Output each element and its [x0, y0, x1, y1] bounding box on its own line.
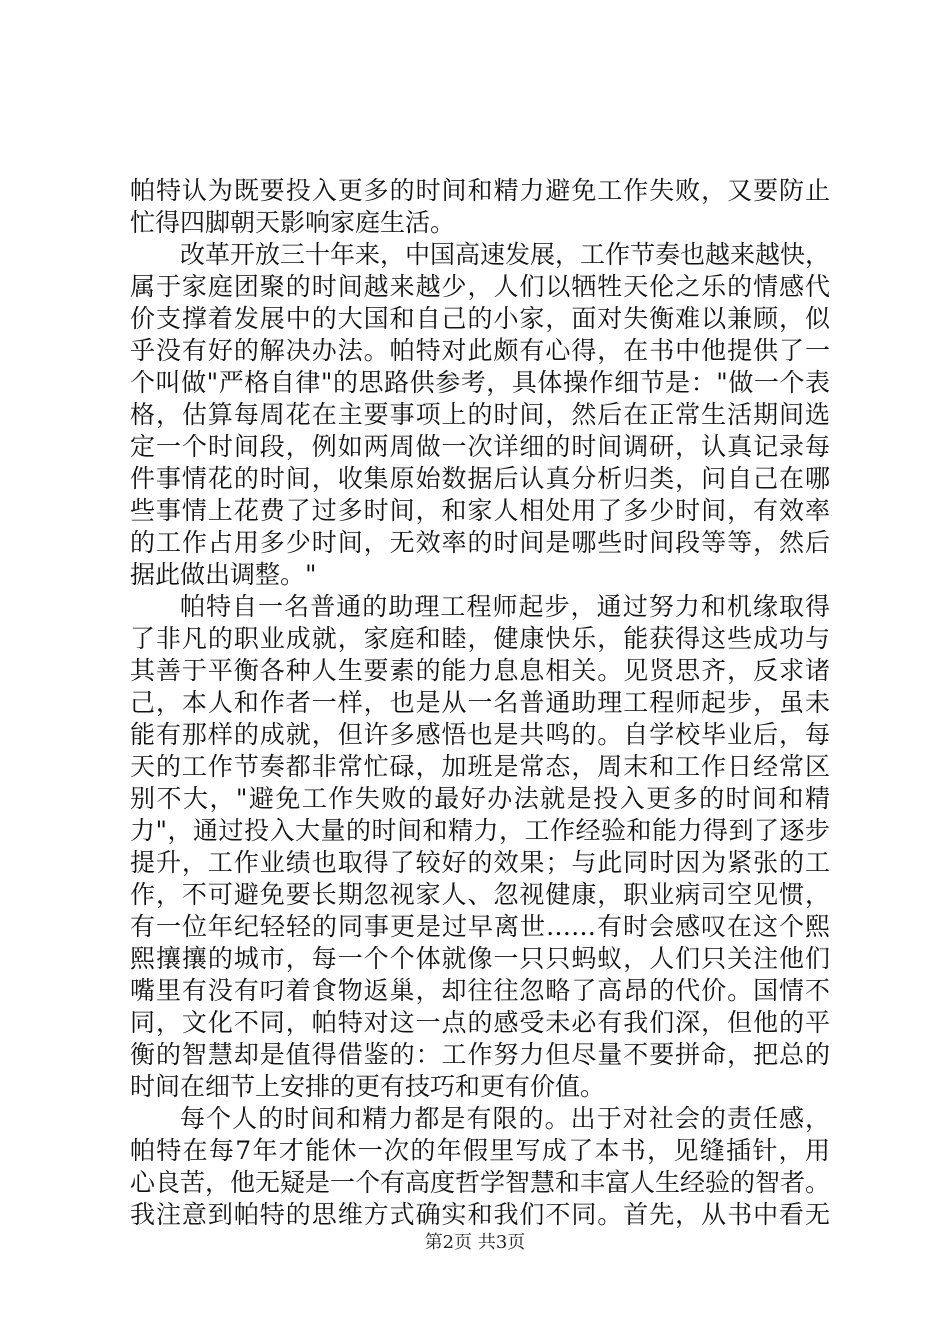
text-line: 帕特在每7年才能休一次的年假里写成了本书，见缝插针，用 [130, 1136, 830, 1165]
text-line: 作，不可避免要长期忽视家人、忽视健康，职业病司空见惯， [130, 880, 830, 909]
text-line: 个叫做"严格自律"的思路供参考，具体操作细节是："做一个表 [130, 368, 830, 397]
text-line: 据此做出调整。" [130, 560, 317, 589]
text-line: 有一位年纪轻轻的同事更是过早离世……有时会感叹在这个熙 [130, 912, 830, 941]
text-line: 我注意到帕特的思维方式确实和我们不同。首先，从书中看无 [130, 1200, 830, 1229]
text-line: 心良苦，他无疑是一个有高度哲学智慧和丰富人生经验的智者。 [130, 1168, 831, 1197]
paragraph-first-line: 每个人的时间和精力都是有限的。出于对社会的责任感， [180, 1104, 830, 1133]
text-line: 忙得四脚朝天影响家庭生活。 [130, 208, 456, 237]
text-line: 些事情上花费了过多时间，和家人相处用了多少时间，有效率 [130, 496, 830, 525]
text-line: 别不大，"避免工作失败的最好办法就是投入更多的时间和精 [130, 784, 830, 813]
text-line: 的工作占用多少时间，无效率的时间是哪些时间段等等，然后 [130, 528, 830, 557]
text-line: 嘴里有没有叼着食物返巢，却往往忽略了高昂的代价。国情不 [130, 976, 830, 1005]
text-line: 天的工作节奏都非常忙碌，加班是常态，周末和工作日经常区 [130, 752, 830, 781]
text-line: 提升，工作业绩也取得了较好的效果；与此同时因为紧张的工 [130, 848, 830, 877]
text-line: 价支撑着发展中的大国和自己的小家，面对失衡难以兼顾，似 [130, 304, 830, 333]
text-line: 帕特认为既要投入更多的时间和精力避免工作失败，又要防止 [130, 176, 830, 205]
text-line: 衡的智慧却是值得借鉴的：工作努力但尽量不要拼命，把总的 [130, 1040, 830, 1069]
text-line: 力"，通过投入大量的时间和精力，工作经验和能力得到了逐步 [130, 816, 830, 845]
text-line: 同，文化不同，帕特对这一点的感受未必有我们深，但他的平 [130, 1008, 830, 1037]
page-number-footer: 第2页 共3页 [424, 1232, 526, 1253]
text-line: 熙攘攘的城市，每一个个体就像一只只蚂蚁，人们只关注他们 [130, 944, 830, 973]
text-line: 乎没有好的解决办法。帕特对此颇有心得，在书中他提供了一 [130, 336, 830, 365]
text-line: 格，估算每周花在主要事项上的时间，然后在正常生活期间选 [130, 400, 830, 429]
text-line: 属于家庭团聚的时间越来越少，人们以牺牲天伦之乐的情感代 [130, 272, 830, 301]
paragraph-first-line: 改革开放三十年来，中国高速发展，工作节奏也越来越快， [180, 240, 831, 269]
text-line: 其善于平衡各种人生要素的能力息息相关。见贤思齐，反求诸 [130, 656, 830, 685]
text-line: 己，本人和作者一样，也是从一名普通助理工程师起步，虽未 [130, 688, 830, 717]
paragraph-first-line: 帕特自一名普通的助理工程师起步，通过努力和机缘取得 [180, 592, 830, 621]
text-line: 件事情花的时间，收集原始数据后认真分析归类，问自己在哪 [130, 464, 830, 493]
text-line: 定一个时间段，例如两周做一次详细的时间调研，认真记录每 [130, 432, 830, 461]
text-line: 能有那样的成就，但许多感悟也是共鸣的。自学校毕业后，每 [130, 720, 830, 749]
text-line: 了非凡的职业成就，家庭和睦，健康快乐，能获得这些成功与 [130, 624, 830, 653]
text-line: 时间在细节上安排的更有技巧和更有价值。 [130, 1072, 606, 1101]
